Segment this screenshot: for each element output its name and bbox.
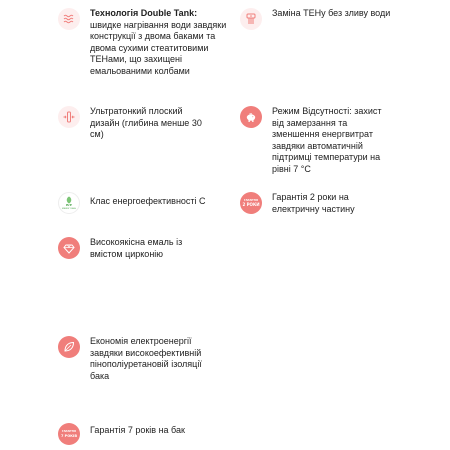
feature-text: [90, 8, 230, 77]
thin-body-icon: [58, 106, 80, 128]
feature-text: [90, 106, 214, 141]
feature-description: Гарантія 2 роки на електричну частину: [272, 192, 355, 214]
feature-description: Режим Відсутності: захист від замерзання та зменшення енергвитрат завдяки автоматичній підтримці температури на рівні 7 °С: [272, 106, 382, 174]
feature-description: Клас енергоефективності С: [90, 196, 206, 206]
warranty-badge-years: 7 РОКІВ: [60, 434, 78, 438]
feature-title: Технологія Double Tank:: [90, 8, 198, 18]
warranty-badge-subtext: ГАРАНТІЯ: [62, 429, 76, 433]
warranty-7-years-badge-icon: [58, 423, 80, 445]
feature-heater-replacement: [240, 8, 440, 30]
erp-energy-class-icon: [58, 192, 80, 214]
feature-enamel: [58, 237, 230, 260]
heater-icon: [240, 8, 262, 30]
erp-label: ErP: [66, 203, 72, 208]
feature-double-tank: [58, 8, 230, 77]
feature-text: [272, 192, 372, 215]
feature-text: [90, 237, 190, 260]
waves-icon: [58, 8, 80, 30]
enamel-diamond-icon: [58, 237, 80, 259]
feature-text: [90, 425, 220, 437]
feature-text: [90, 336, 208, 382]
feature-insulation: [58, 336, 230, 382]
energy-class-label: ENERGY CLASS: [62, 207, 76, 210]
feature-description: Економія електроенергії завдяки високоефективній пінополіуретановій ізоляції бака: [90, 336, 202, 381]
feature-warranty-7-years: [58, 423, 230, 445]
feature-warranty-2-years: [240, 192, 390, 215]
feature-description: Заміна ТЕНу без зливу води: [272, 8, 391, 18]
feature-description: швидке нагрівання води завдяки конструкції з двома баками та двома сухими стеатитовими ТЕНами, що захищені емальованими колбами: [90, 19, 227, 76]
feature-text: [272, 8, 432, 20]
warranty-badge-years: 2 РОКИ: [242, 202, 260, 207]
feature-description: Високоякісна емаль із вмістом цирконію: [90, 237, 183, 259]
warranty-badge-subtext: ГАРАНТІЯ: [244, 198, 258, 202]
insulation-leaf-icon: [58, 336, 80, 358]
feature-description: Гарантія 7 років на бак: [90, 425, 185, 435]
warranty-2-years-badge-icon: [240, 192, 262, 214]
feature-thin-design: [58, 106, 230, 141]
feature-text: [90, 196, 220, 208]
feature-text: [272, 106, 386, 175]
piggy-bank-icon: [240, 106, 262, 128]
feature-energy-class: [58, 192, 230, 214]
feature-description: Ультратонкий плоский дизайн (глибина менше 30 см): [90, 106, 202, 139]
feature-absence-mode: [240, 106, 390, 175]
